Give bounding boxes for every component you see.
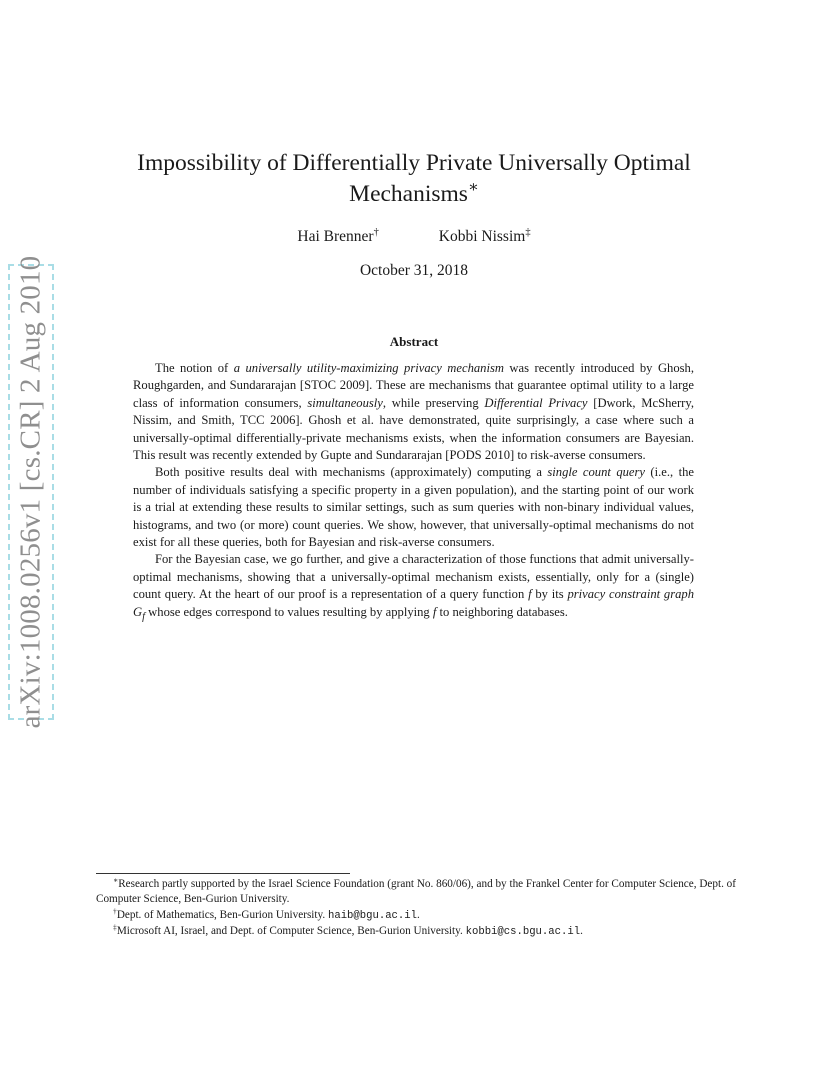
footnote-text: Microsoft AI, Israel, and Dept. of Computer Science, Ben-Gurion University. (116, 925, 466, 938)
email-address[interactable]: haib@bgu.ac.il (327, 909, 417, 922)
footnotes (96, 877, 736, 941)
emphasis: a universally utility-maximizing privacy mechanism (233, 361, 504, 375)
abstract-paragraph-3 (133, 551, 694, 625)
footnote (96, 924, 736, 940)
footnote-text: . (580, 925, 583, 938)
abstract-heading: Abstract (389, 334, 439, 349)
text-run: The notion of (155, 361, 234, 375)
footnote-mark: ‡ (113, 922, 117, 932)
title-line-2: Mechanisms (349, 181, 468, 207)
footnote-text: . (417, 908, 420, 921)
author-footnote-mark: † (373, 226, 379, 238)
text-run: by its (531, 587, 568, 602)
text-run: For the Bayesian case, we go further, and give a characterization of those functions that admit universally-optimal mechanisms, showing that a universally-optimal mechanism exists, essentially, only for a (single) count query. At the heart of our proof is a representation of a query function (133, 552, 694, 602)
title-line-1: Impossibility of Differentially Private Universally Optimal (137, 150, 691, 176)
text-run: (i.e., the number of individuals satisfying a specific property in a given population), and the starting point of our work is a trial at extending these results to similar settings, such as sum queries with non-binary individual values, histograms, and two (or more) count queries. We show, however, that universally-optimal mechanisms do not exist for all these queries, both for Bayesian and risk-averse consumers. (133, 465, 694, 550)
footnote-text: Dept. of Mathematics, Ben-Gurion University. (116, 908, 328, 921)
math-symbol: f (528, 587, 532, 602)
text-run: , while preserving (382, 395, 485, 410)
author-name: Hai Brenner (297, 228, 374, 245)
text-run: to neighboring databases. (436, 604, 568, 619)
author (297, 228, 378, 246)
footnote-mark: ∗ (113, 875, 119, 885)
arxiv-stamp (6, 255, 56, 729)
footnote-text: Research partly supported by the Israel Science Foundation (grant No. 860/06), and by the Frankel Center for Computer Science, Dept. of Computer Science, Ben-Gurion University. (96, 878, 736, 906)
text-run: was recently introduced by Ghosh, Roughgarden, and Sundararajan [STOC 2009]. These are mechanisms that guarantee optimal utility to a large class of information consumers, (133, 361, 694, 410)
footnote-mark: † (113, 906, 117, 916)
footnote (96, 908, 736, 924)
text-run: whose edges correspond to values resulting by applying (145, 604, 433, 619)
paper-date: October 31, 2018 (359, 262, 469, 279)
footnote (96, 877, 736, 908)
footnote-rule (96, 873, 350, 874)
math-symbol: f (432, 604, 437, 619)
abstract-paragraph-1 (133, 360, 694, 464)
emphasis: privacy constraint graph G (133, 587, 694, 619)
math-subscript: f (142, 611, 146, 623)
text-run: Both positive results deal with mechanisms (approximately) computing a (155, 465, 548, 480)
author-name: Kobbi Nissim (438, 228, 526, 245)
title-footnote-mark: ∗ (467, 179, 479, 197)
abstract-paragraph-2 (133, 464, 694, 551)
emphasis: simultaneously (307, 395, 383, 410)
abstract-body (133, 360, 694, 626)
arxiv-identifier[interactable]: arXiv:1008.0256v1 [cs.CR] 2 Aug 2010 (14, 255, 47, 729)
text-run: [Dwork, McSherry, Nissim, and Smith, TCC 2006]. Ghosh et al. have demonstrated, quite surprisingly, a case where such a universally-optimal differentially-private mechanisms exists, when the information consumers are Bayesian. This result was recently extended by Gupte and Sundararajan [PODS 2010] to risk-averse consumers. (133, 395, 694, 463)
emphasis: Differential Privacy (484, 395, 588, 410)
emphasis: single count query (547, 465, 645, 480)
email-address[interactable]: kobbi@cs.bgu.ac.il (465, 926, 581, 939)
author (439, 228, 531, 246)
author-list (100, 228, 728, 246)
paper-title (100, 148, 728, 210)
author-footnote-mark: ‡ (525, 226, 531, 238)
